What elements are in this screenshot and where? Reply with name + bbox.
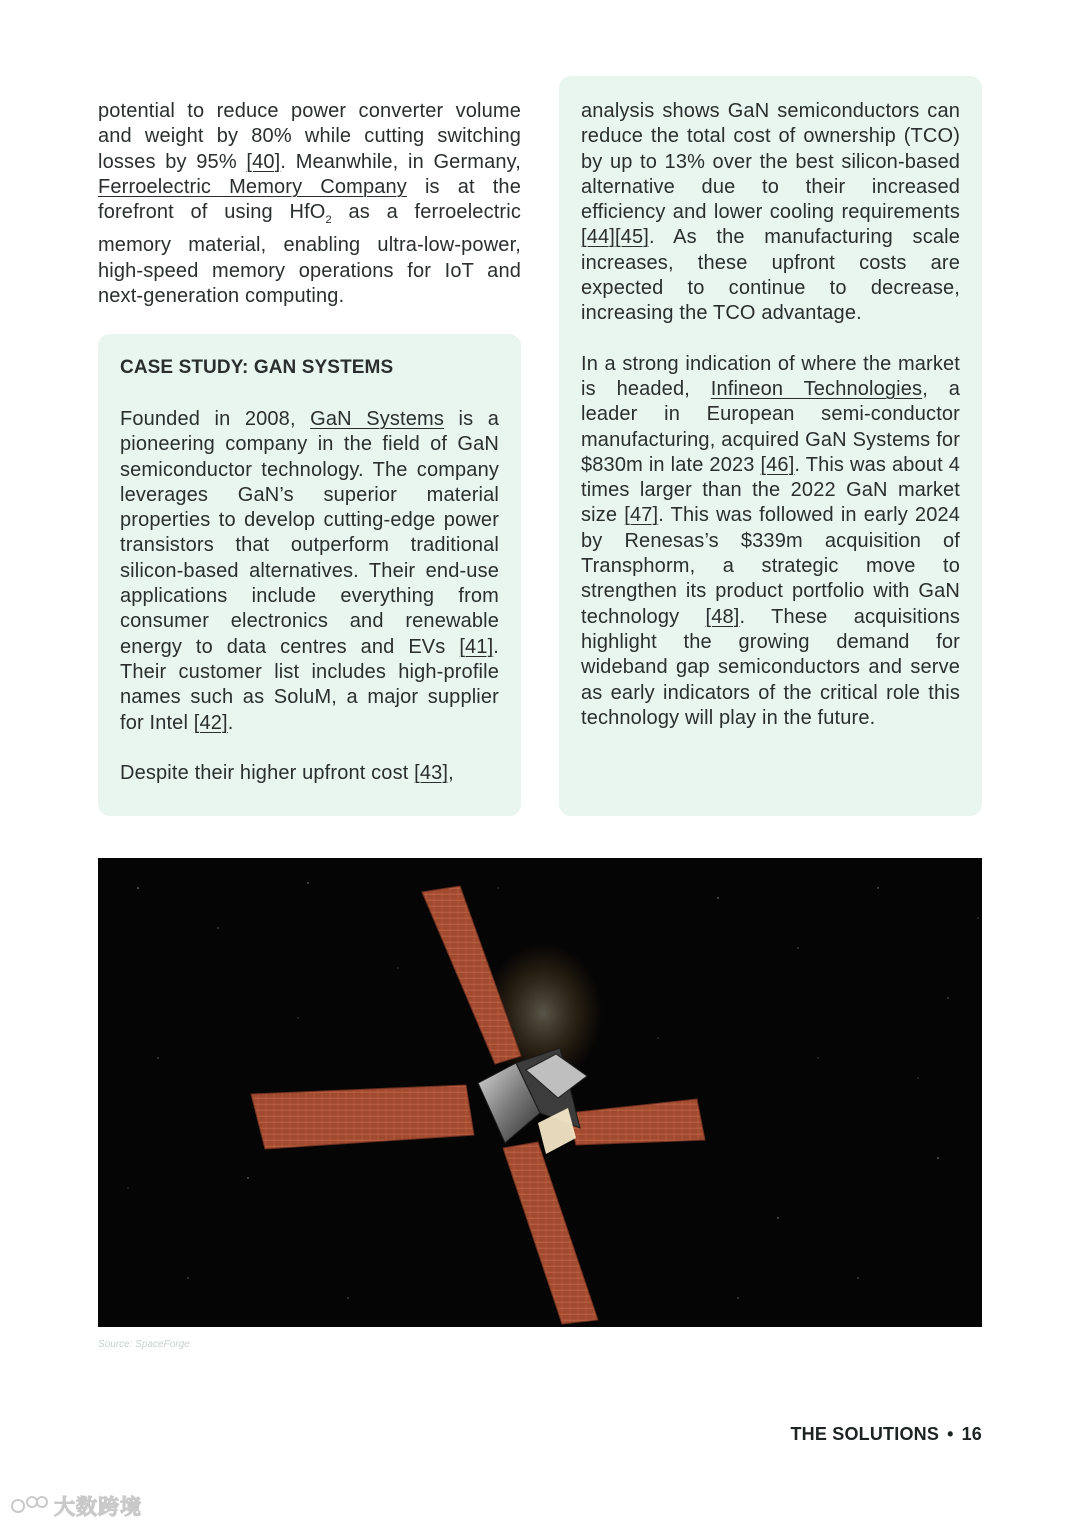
citation-link-44[interactable]: [44] [581,226,615,249]
intro-paragraph: potential to reduce power converter volume and weight by 80% while cutting switching losses by 95% [40]. Meanwhile, in Germany, Ferroelectric Memory Company is at the forefront of using HfO$_2$ as a ferroelectric memory material, enabling ultra-low-power, high-speed memory operations for IoT and next-generation computing. [98,100,521,308]
citation-link-46[interactable]: [46] [760,453,795,476]
citation-link-48[interactable]: [48] [705,605,740,628]
infineon-technologies-link[interactable]: Infineon Technologies [710,377,923,400]
page-footer [790,1424,982,1445]
tco-analysis-paragraph: analysis shows GaN semiconductors can reduce the total cost of ownership (TCO) by up to 13% over the best silicon-based alternative due to their increased efficiency and lower cooling requirements [44][45]. As the manufacturing scale increases, these upfront costs are expected to continue to decrease, increasing the TCO advantage. [581,100,960,325]
citation-link-43[interactable]: [43] [414,761,449,784]
right-column-box [559,76,982,816]
watermark [8,1491,142,1521]
gan-systems-link[interactable]: GaN Systems [310,408,444,430]
case-study-box [98,334,521,816]
citation-link-40[interactable]: [40] [246,150,281,173]
citation-link-47[interactable]: [47] [624,504,659,527]
page-number: 16 [961,1424,982,1444]
watermark-text: 大数跨境 [54,1496,142,1519]
section-name: THE SOLUTIONS [790,1424,940,1444]
citation-link-42[interactable]: [42] [193,711,228,734]
citation-link-41[interactable]: [41] [459,635,494,658]
case-study-paragraph-1: Founded in 2008, GaN Systems is a pioneering company in the field of GaN semiconductor technology. The company leverages GaN’s superior material properties to develop cutting-edge power transistors that outperform traditional silicon-based alternatives. Their end-use applications include everything from consumer electronics and renewable energy to data centres and EVs [41]. Their customer list includes high-profile names such as SoluM, a major supplier for Intel [42]. [120,408,499,734]
watermark-logo-icon [8,1493,50,1519]
case-study-paragraph-2: Despite their higher upfront cost [43], [120,761,454,784]
ferroelectric-memory-company-link[interactable]: Ferroelectric Memory Company [98,175,407,198]
satellite-image [98,858,982,1327]
citation-link-45[interactable]: [45] [614,226,649,249]
acquisitions-paragraph: In a strong indication of where the market is headed, Infineon Technologies, a leader in European semi-conductor manufacturing, acquired GaN Systems for $830m in late 2023 [46]. This was about 4 times larger than the 2022 GaN market size [47]. This was followed in early 2024 by Renesas’s $339m acquisition of Transphorm, a strategic move to strengthen its product portfolio with GaN technology [48]. These acquisitions highlight the growing demand for wideband gap semiconductors and serve as early indicators of the critical role this technology will play in the future. [581,352,961,729]
case-study-title: CASE STUDY: GAN SYSTEMS [120,357,394,378]
image-source-caption: Source: SpaceForge [98,1339,190,1350]
separator-dot: • [947,1424,954,1444]
